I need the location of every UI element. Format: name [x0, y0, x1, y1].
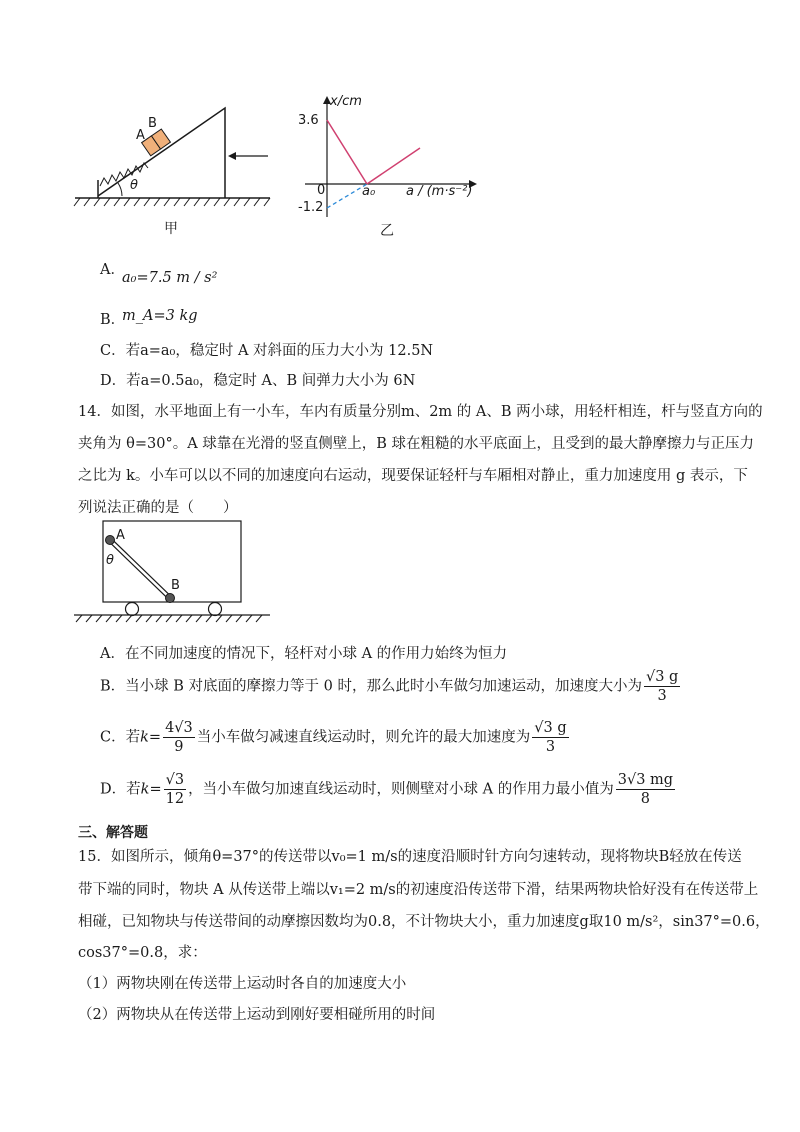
- yi-tick-neg12: -1.2: [298, 200, 324, 215]
- q14-option-c-k-den: 9: [174, 739, 184, 755]
- cart-label-a: A: [116, 528, 125, 543]
- q15-line-2: 带下端的同时，物块 A 从传送带上端以v₁=2 m/s的初速度沿传送带下滑，结果两物块恰好没有在传送带上: [78, 882, 759, 898]
- jia-caption: 甲: [164, 221, 178, 237]
- q14-option-b: [100, 668, 682, 705]
- q14-option-c-k-num: 4√3: [165, 720, 193, 736]
- q14-stem-line-3: 之比为 k。小车可以以不同的加速度向右运动，现要保证轻杆与车厢相对静止，重力加速度用 g 表示，下: [78, 468, 748, 484]
- q14-option-c-den: 3: [545, 739, 556, 755]
- q14-option-a: A．在不同加速度的情况下，轻杆对小球 A 的作用力始终为恒力: [100, 646, 508, 662]
- q14-option-c-pre: C．若: [100, 729, 141, 746]
- q14-option-d-pre: D．若: [100, 781, 141, 798]
- q13-option-c: C．若a=a₀，稳定时 A 对斜面的压力大小为 12.5N: [100, 343, 434, 359]
- q14-option-c-k: [163, 719, 195, 756]
- q14-option-c-fraction: [532, 719, 568, 756]
- figure-jia: [70, 100, 280, 230]
- cart-label-theta: θ: [106, 553, 114, 568]
- q14-stem-line-4: 列说法正确的是（ ）: [78, 500, 238, 516]
- yi-a0-label: a₀: [362, 184, 376, 199]
- jia-label-a: A: [136, 128, 145, 143]
- yi-caption: 乙: [380, 223, 394, 239]
- q13-option-a-value: a₀=7.5 m / s²: [122, 270, 218, 286]
- q14-option-d-k: [164, 771, 186, 808]
- q14-option-d-k-den: 12: [165, 791, 185, 807]
- q15-line-3: 相碰，已知物块与传送带间的动摩擦因数均为0.8，不计物块大小，重力加速度g取10 m/s²，sin37°=0.6，: [78, 914, 770, 930]
- q14-option-d: D．若k= $\frac{√3}{12}$ ，当小车做匀加速直线运动时，则侧壁对小球 A 的作用力最小值为 $\frac{3√3 mg}{8}$: [100, 772, 674, 807]
- yi-tick-36: 3.6: [298, 113, 319, 128]
- q14-option-b-fraction: [644, 668, 680, 705]
- q15-sub-2: （2）两物块从在传送带上运动到刚好要相碰所用的时间: [78, 1007, 436, 1023]
- figure-yi: [295, 92, 485, 227]
- q13-option-b-letter: B．: [100, 312, 126, 328]
- q14-option-c-mid: 当小车做匀减速直线运动时，则允许的最大加速度为: [196, 729, 531, 746]
- q13-option-a-letter: A．: [100, 262, 125, 278]
- q14-option-d-num: 3√3 mg: [617, 772, 674, 788]
- yi-x-axis-label: a / (m·s⁻²): [406, 184, 473, 199]
- yi-y-axis-label: x/cm: [330, 94, 362, 109]
- q14-option-c-num: √3 g: [534, 720, 567, 736]
- q14-option-b-text: B．当小球 B 对底面的摩擦力等于 0 时，那么此时小车做匀加速运动，加速度大小为: [100, 678, 642, 695]
- q14-option-b-den: 3: [657, 688, 667, 704]
- jia-label-theta: θ: [130, 178, 138, 193]
- q14-stem-line-1: 14．如图，水平地面上有一小车，车内有质量分别m、2m 的 A、B 两小球，用轻杆相连，杆与竖直方向的: [78, 404, 763, 420]
- q14-option-d-k-num: √3: [165, 772, 185, 788]
- figure-cart: [72, 518, 272, 630]
- cart-label-b: B: [171, 578, 180, 593]
- jia-label-b: B: [148, 116, 157, 131]
- q13-option-b-value: m_A=3 kg: [122, 308, 198, 324]
- q15-line-1: 15．如图所示，倾角θ=37°的传送带以v₀=1 m/s的速度沿顺时针方向匀速转动，现将物块B轻放在传送: [78, 849, 742, 865]
- q15-line-4: cos37°=0.8，求：: [78, 945, 207, 961]
- q14-option-d-den: 8: [640, 791, 651, 807]
- q14-option-d-fraction: [616, 771, 675, 808]
- q14-stem-line-2: 夹角为 θ=30°。A 球靠在光滑的竖直侧壁上，B 球在粗糙的水平底面上，且受到的最大静摩擦力与正压力: [78, 436, 755, 452]
- q14-option-c: C．若k= $\frac{4√3}{9}$ 当小车做匀减速直线运动时，则允许的最大加速度为 $\frac{√3 g}{3}$: [100, 720, 567, 755]
- yi-origin: 0: [317, 183, 326, 198]
- q15-sub-1: （1）两物块刚在传送带上运动时各自的加速度大小: [78, 976, 407, 992]
- section-header: 三、解答题: [78, 825, 148, 841]
- q14-option-d-mid: ，当小车做匀加速直线运动时，则侧壁对小球 A 的作用力最小值为: [188, 781, 614, 798]
- q14-option-b-num: √3 g: [645, 669, 679, 685]
- q13-option-d: D．若a=0.5a₀，稳定时 A、B 间弹力大小为 6N: [100, 373, 416, 389]
